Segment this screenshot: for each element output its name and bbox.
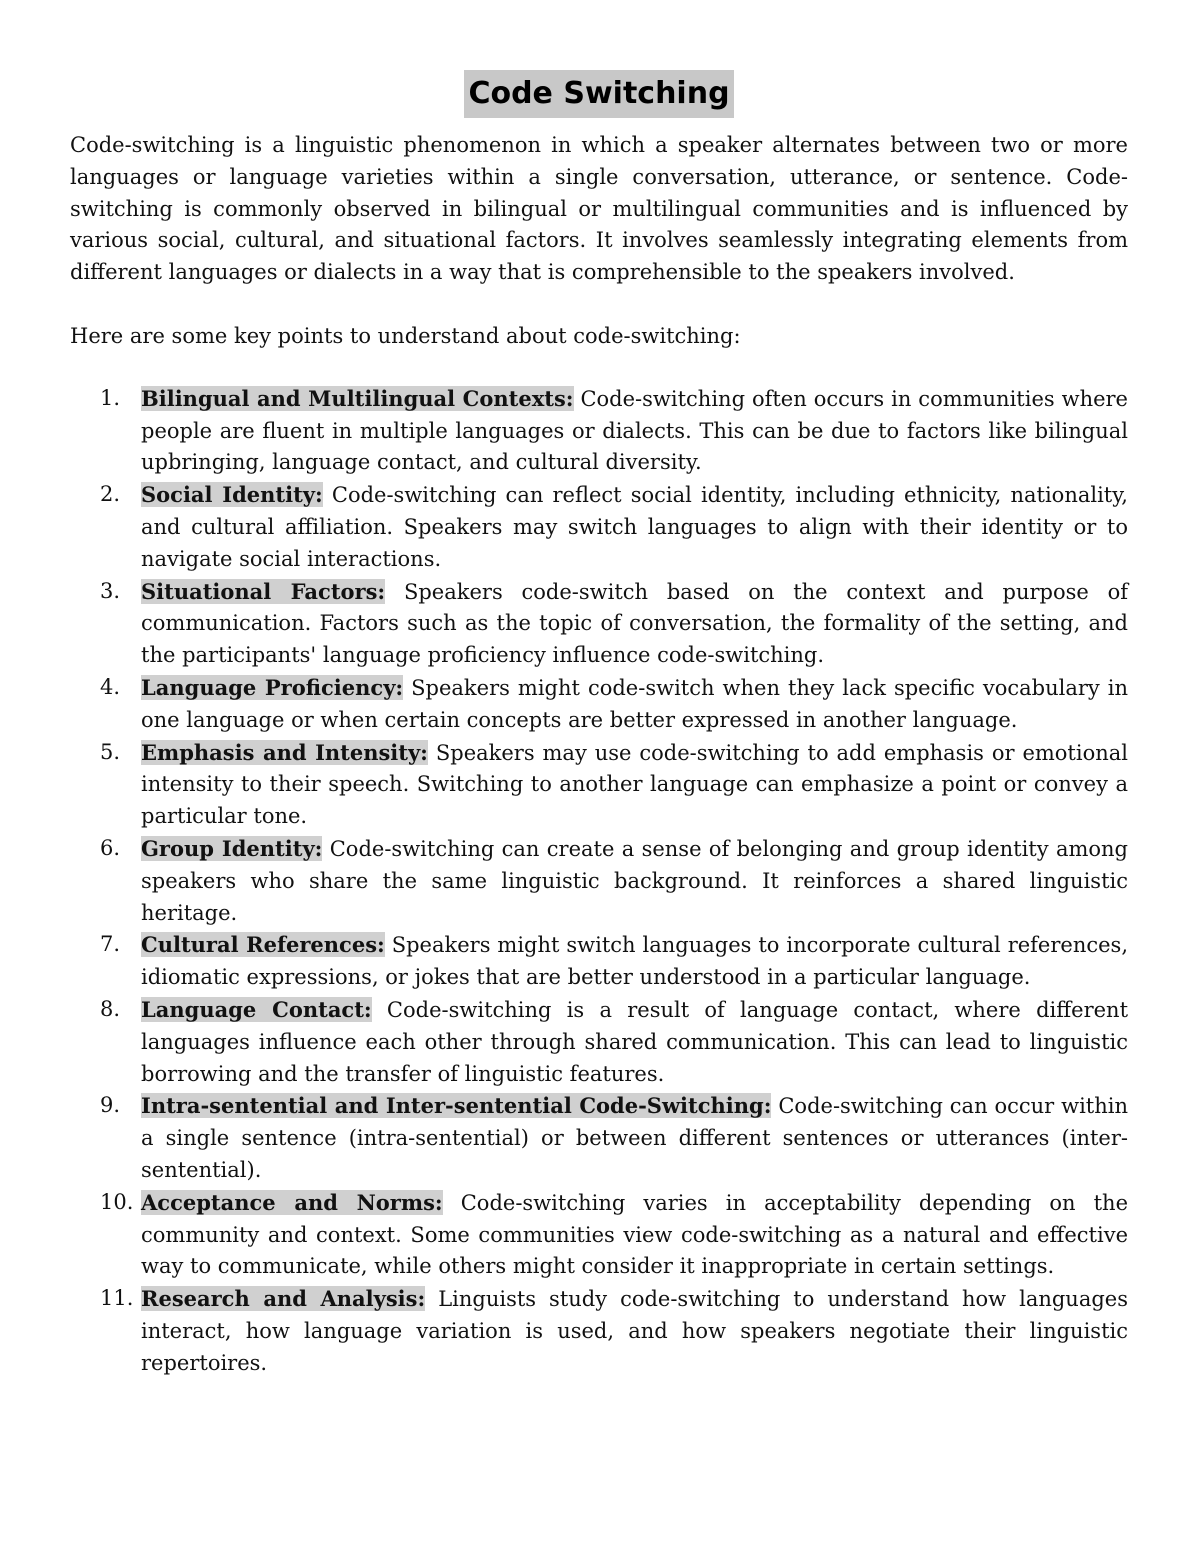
- item-number: 4.: [100, 674, 121, 699]
- list-item: [70, 1283, 1128, 1379]
- item-text: Linguists study code-switching to understand how languages interact, how language variation is used, and how speakers negotiate their linguistic repertoires.: [141, 1287, 1128, 1375]
- item-text: Speakers might code-switch when they lack specific vocabulary in one language or when certain concepts are better expressed in another language.: [141, 675, 1128, 732]
- item-number: 1.: [100, 385, 121, 410]
- item-number: 11.: [100, 1286, 134, 1311]
- item-text: Speakers might switch languages to incorporate cultural references, idiomatic expressions, or jokes that are better understood in a particular language.: [141, 933, 1128, 990]
- item-text: Speakers may use code-switching to add emphasis or emotional intensity to their speech. Switching to another language can emphasize a point or convey a particular tone.: [141, 740, 1128, 829]
- title-block: [70, 70, 1128, 122]
- item-term: Group Identity:: [141, 835, 323, 861]
- list-item: [70, 994, 1128, 1090]
- item-number: 10.: [100, 1189, 134, 1214]
- item-text: Code-switching varies in acceptability depending on the community and context. Some communities view code-switching as a natural and effective way to communicate, while others might consider it inappropriate in certain settings.: [141, 1190, 1128, 1279]
- item-text: Code-switching is a result of language contact, where different languages influence each other through shared communication. This can lead to linguistic borrowing and the transfer of linguistic features.: [141, 997, 1129, 1086]
- page-title: Code Switching: [464, 70, 733, 118]
- item-term: Social Identity:: [141, 482, 323, 508]
- item-number: 2.: [100, 482, 121, 507]
- document-page: [70, 70, 1128, 1379]
- item-number: 6.: [100, 835, 121, 860]
- lead-in-sentence: Here are some key points to understand about code-switching:: [70, 323, 741, 348]
- list-item: [70, 672, 1128, 737]
- item-term: Acceptance and Norms:: [141, 1189, 443, 1215]
- item-text: Speakers code-switch based on the context and purpose of communication. Factors such as the topic of conversation, the formality of the setting, and the participants' language proficiency influence code-switching.: [141, 579, 1128, 668]
- item-term: Situational Factors:: [141, 578, 386, 604]
- item-term: Language Proficiency:: [141, 674, 404, 700]
- item-text: Code-switching can occur within a single sentence (intra-sentential) or between different sentences or utterances (inter-sentential).: [141, 1094, 1129, 1182]
- item-number: 3.: [100, 578, 121, 603]
- list-item: [70, 383, 1128, 479]
- item-text: Code-switching can create a sense of belonging and group identity among speakers who share the same linguistic background. It reinforces a shared linguistic heritage.: [141, 836, 1128, 925]
- key-points-list: [70, 383, 1128, 1380]
- item-text: Code-switching often occurs in communities where people are fluent in multiple languages or dialects. This can be due to factors like bilingual upbringing, language contact, and cultural diversity.: [141, 386, 1128, 475]
- list-item: [70, 1187, 1128, 1283]
- intro-paragraph: Code-switching is a linguistic phenomenon in which a speaker alternates between two or more languages or language varieties within a single conversation, utterance, or sentence. Code-switching is commonly observed in bilingual or multilingual communities and is influenced by various social, cultural, and situational factors. It involves seamlessly integrating elements from different languages or dialects in a way that is comprehensible to the speakers involved.: [70, 133, 1128, 285]
- item-number: 5.: [100, 739, 121, 764]
- list-item: [70, 929, 1128, 994]
- list-item: [70, 479, 1128, 575]
- item-number: 8.: [100, 996, 121, 1021]
- item-text: Code-switching can reflect social identity, including ethnicity, nationality, and cultural affiliation. Speakers may switch languages to align with their identity or to navigate social interactions.: [141, 483, 1128, 571]
- item-number: 9.: [100, 1093, 121, 1118]
- item-term: Emphasis and Intensity:: [141, 739, 428, 765]
- list-item: [70, 576, 1128, 672]
- list-item: [70, 737, 1128, 833]
- item-term: Cultural References:: [141, 932, 385, 958]
- item-term: Intra-sentential and Inter-sentential Code-Switching:: [141, 1093, 772, 1119]
- item-number: 7.: [100, 932, 121, 957]
- item-term: Research and Analysis:: [141, 1286, 426, 1312]
- item-term: Bilingual and Multilingual Contexts:: [141, 385, 574, 411]
- list-item: [70, 833, 1128, 929]
- item-term: Language Contact:: [141, 996, 372, 1022]
- list-item: [70, 1090, 1128, 1186]
